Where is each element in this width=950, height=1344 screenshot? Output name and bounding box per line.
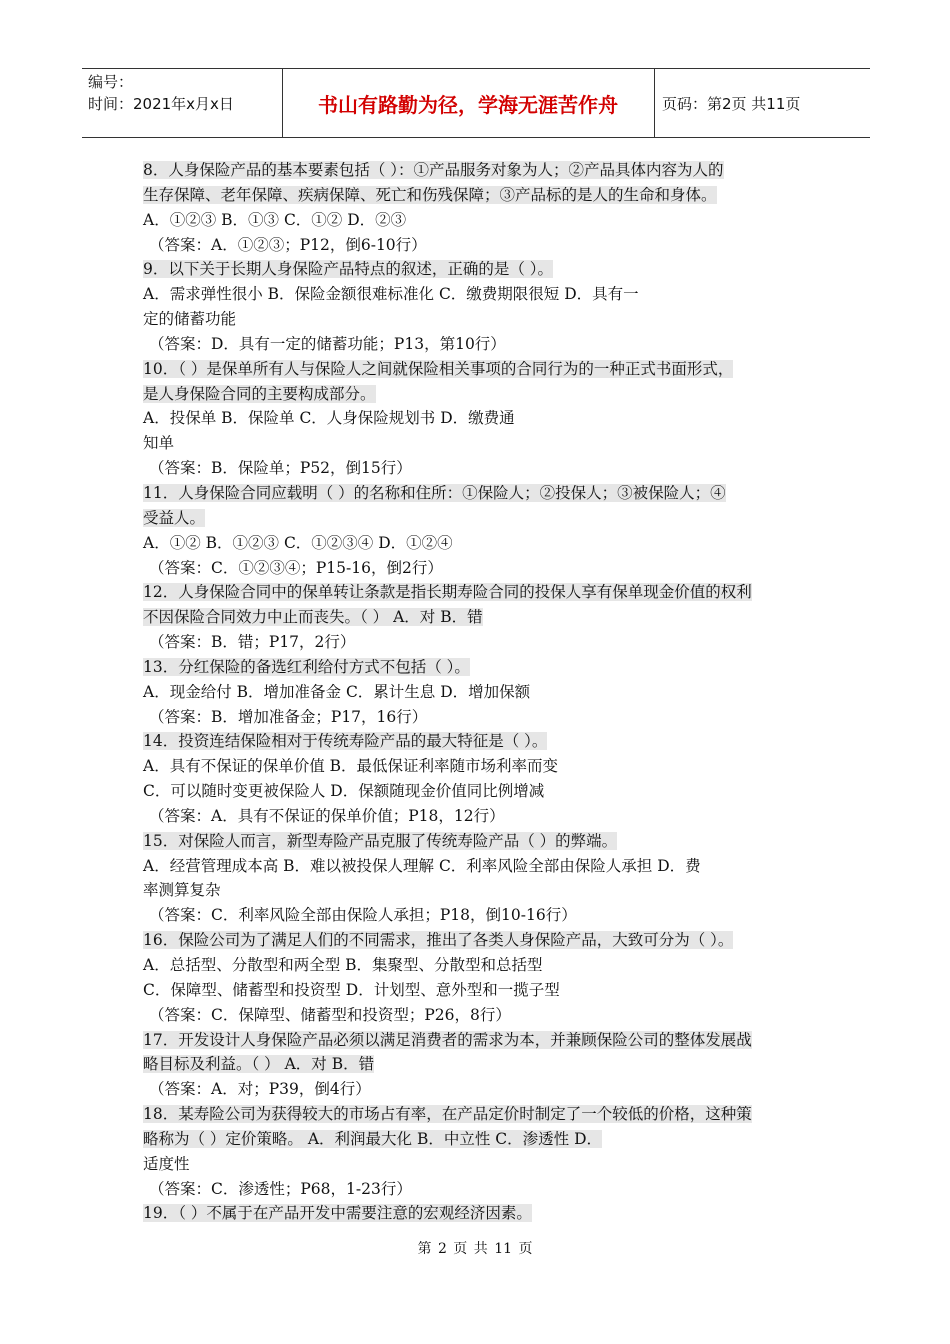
line-text: （答案：D．具有一定的储蓄功能；P13，第10行） <box>149 334 506 353</box>
text-line <box>143 829 818 854</box>
line-text: （答案：C．保障型、储蓄型和投资型；P26，8行） <box>149 1005 511 1024</box>
line-text: A．经营管理成本高 B．难以被投保人理解 C．利率风险全部由保险人承担 D．费 <box>143 856 701 875</box>
line-text: 不因保险合同效力中止而丧失。（ ） A．对 B．错 <box>143 608 483 627</box>
line-text: A．现金给付 B．增加准备金 C．累计生息 D．增加保额 <box>143 682 531 701</box>
text-line <box>143 531 818 556</box>
document-number-label: 编号： <box>88 73 134 91</box>
line-text: A．投保单 B．保险单 C．人身保险规划书 D．缴费通 <box>143 409 515 428</box>
answer-line <box>143 233 818 258</box>
line-text: 8．人身保险产品的基本要素包括（ ）：①产品服务对象为人；②产品具体内容为人的 <box>143 161 724 179</box>
text-line <box>143 481 818 506</box>
text-line <box>143 580 818 605</box>
answer-line <box>143 705 818 730</box>
text-line <box>143 854 818 879</box>
line-text: C．可以随时变更被保险人 D．保额随现金价值同比例增减 <box>143 782 545 801</box>
text-line <box>143 406 818 431</box>
line-text: 14．投资连结保险相对于传统寿险产品的最大特征是（ ）。 <box>143 732 548 751</box>
text-line <box>143 431 818 456</box>
line-text: 略目标及利益。（ ） A．对 B．错 <box>143 1055 375 1074</box>
line-text: 11．人身保险合同应载明（ ）的名称和住所：①保险人；②投保人；③被保险人；④ <box>143 483 726 502</box>
line-text: （答案：C．①②③④；P15-16，倒2行） <box>149 558 443 577</box>
line-text: 是人身保险合同的主要构成部分。 <box>143 384 376 403</box>
line-text: 定的储蓄功能 <box>143 310 237 329</box>
answer-line <box>143 630 818 655</box>
text-line <box>143 1102 818 1127</box>
line-text: 9．以下关于长期人身保险产品特点的叙述，正确的是（ ）。 <box>143 260 554 279</box>
text-line <box>143 158 818 183</box>
line-text: （答案：C．渗透性；P68，1-23行） <box>149 1179 412 1198</box>
answer-line <box>143 903 818 928</box>
header-divider <box>654 69 655 137</box>
text-line <box>143 978 818 1003</box>
text-line <box>143 1201 818 1226</box>
line-text: （答案：B．增加准备金；P17，16行） <box>149 707 428 726</box>
text-line <box>143 506 818 531</box>
line-text: （答案：B．错；P17，2行） <box>149 633 356 652</box>
text-line <box>143 779 818 804</box>
answer-line <box>143 556 818 581</box>
answer-line <box>143 804 818 829</box>
header-left <box>88 71 234 115</box>
answer-line <box>143 1177 818 1202</box>
answer-line <box>143 1077 818 1102</box>
text-line <box>143 382 818 407</box>
text-line <box>143 1052 818 1077</box>
answer-line <box>143 456 818 481</box>
text-line <box>143 928 818 953</box>
text-line <box>143 605 818 630</box>
line-text: 15．对保险人而言，新型寿险产品克服了传统寿险产品（ ）的弊端。 <box>143 831 618 850</box>
line-text: 16．保险公司为了满足人们的不同需求，推出了各类人身保险产品，大致可分为（ ）。 <box>143 931 734 950</box>
answer-line <box>143 1003 818 1028</box>
line-text: C．保障型、储蓄型和投资型 D．计划型、意外型和一揽子型 <box>143 980 560 999</box>
page-header <box>82 68 870 138</box>
line-text: A．具有不保证的保单价值 B．最低保证利率随市场利率而变 <box>143 757 559 776</box>
line-text: （答案：B．保险单；P52，倒15行） <box>149 459 412 478</box>
line-text: 率测算复杂 <box>143 881 221 900</box>
line-text: 生存保障、老年保障、疾病保障、死亡和伤残保障；③产品标的是人的生命和身体。 <box>143 185 717 204</box>
header-motto: 书山有路勤为径，学海无涯苦作舟 <box>318 92 618 117</box>
text-line <box>143 754 818 779</box>
document-date: 时间：2021年x月x日 <box>88 95 234 113</box>
text-line <box>143 1152 818 1177</box>
line-text: （答案：A．具有不保证的保单价值；P18，12行） <box>149 806 505 825</box>
line-text: 17．开发设计人身保险产品必须以满足消费者的需求为本，并兼顾保险公司的整体发展战 <box>143 1030 752 1049</box>
line-text: 19．（ ）不属于在产品开发中需要注意的宏观经济因素。 <box>143 1204 532 1223</box>
text-line <box>143 307 818 332</box>
line-text: 10．（ ）是保单所有人与保险人之间就保险相关事项的合同行为的一种正式书面形式， <box>143 359 734 378</box>
text-line <box>143 878 818 903</box>
text-line <box>143 183 818 208</box>
text-line <box>143 257 818 282</box>
text-line <box>143 655 818 680</box>
line-text: A．需求弹性很小 B．保险金额很难标准化 C．缴费期限很短 D．具有一 <box>143 285 639 304</box>
question-list <box>143 158 818 1226</box>
text-line <box>143 1127 818 1152</box>
line-text: 知单 <box>143 434 175 453</box>
text-line <box>143 282 818 307</box>
line-text: A．①② B．①②③ C．①②③④ D．①②④ <box>143 533 453 552</box>
text-line <box>143 208 818 233</box>
text-line <box>143 729 818 754</box>
text-line <box>143 680 818 705</box>
line-text: （答案：A．对；P39，倒4行） <box>149 1080 371 1099</box>
line-text: 12．人身保险合同中的保单转让条款是指长期寿险合同的投保人享有保单现金价值的权利 <box>143 583 752 602</box>
line-text: A．①②③ B．①③ C．①② D．②③ <box>143 210 407 229</box>
text-line <box>143 357 818 382</box>
header-page-info: 页码：第2页 共11页 <box>662 94 801 113</box>
line-text: 适度性 <box>143 1154 190 1173</box>
line-text: 受益人。 <box>143 508 206 527</box>
line-text: （答案：C．利率风险全部由保险人承担；P18，倒10-16行） <box>149 906 577 925</box>
answer-line <box>143 332 818 357</box>
line-text: 略称为（ ）定价策略。 A．利润最大化 B．中立性 C．渗透性 D． <box>143 1129 603 1148</box>
line-text: （答案：A．①②③；P12，倒6-10行） <box>149 235 427 254</box>
text-line <box>143 953 818 978</box>
line-text: 13．分红保险的备选红利给付方式不包括（ ）。 <box>143 657 470 676</box>
line-text: A．总括型、分散型和两全型 B．集聚型、分散型和总括型 <box>143 956 543 974</box>
line-text: 18．某寿险公司为获得较大的市场占有率，在产品定价时制定了一个较低的价格，这种策 <box>143 1105 752 1124</box>
page-footer: 第 2 页 共 11 页 <box>417 1241 533 1257</box>
text-line <box>143 1028 818 1053</box>
